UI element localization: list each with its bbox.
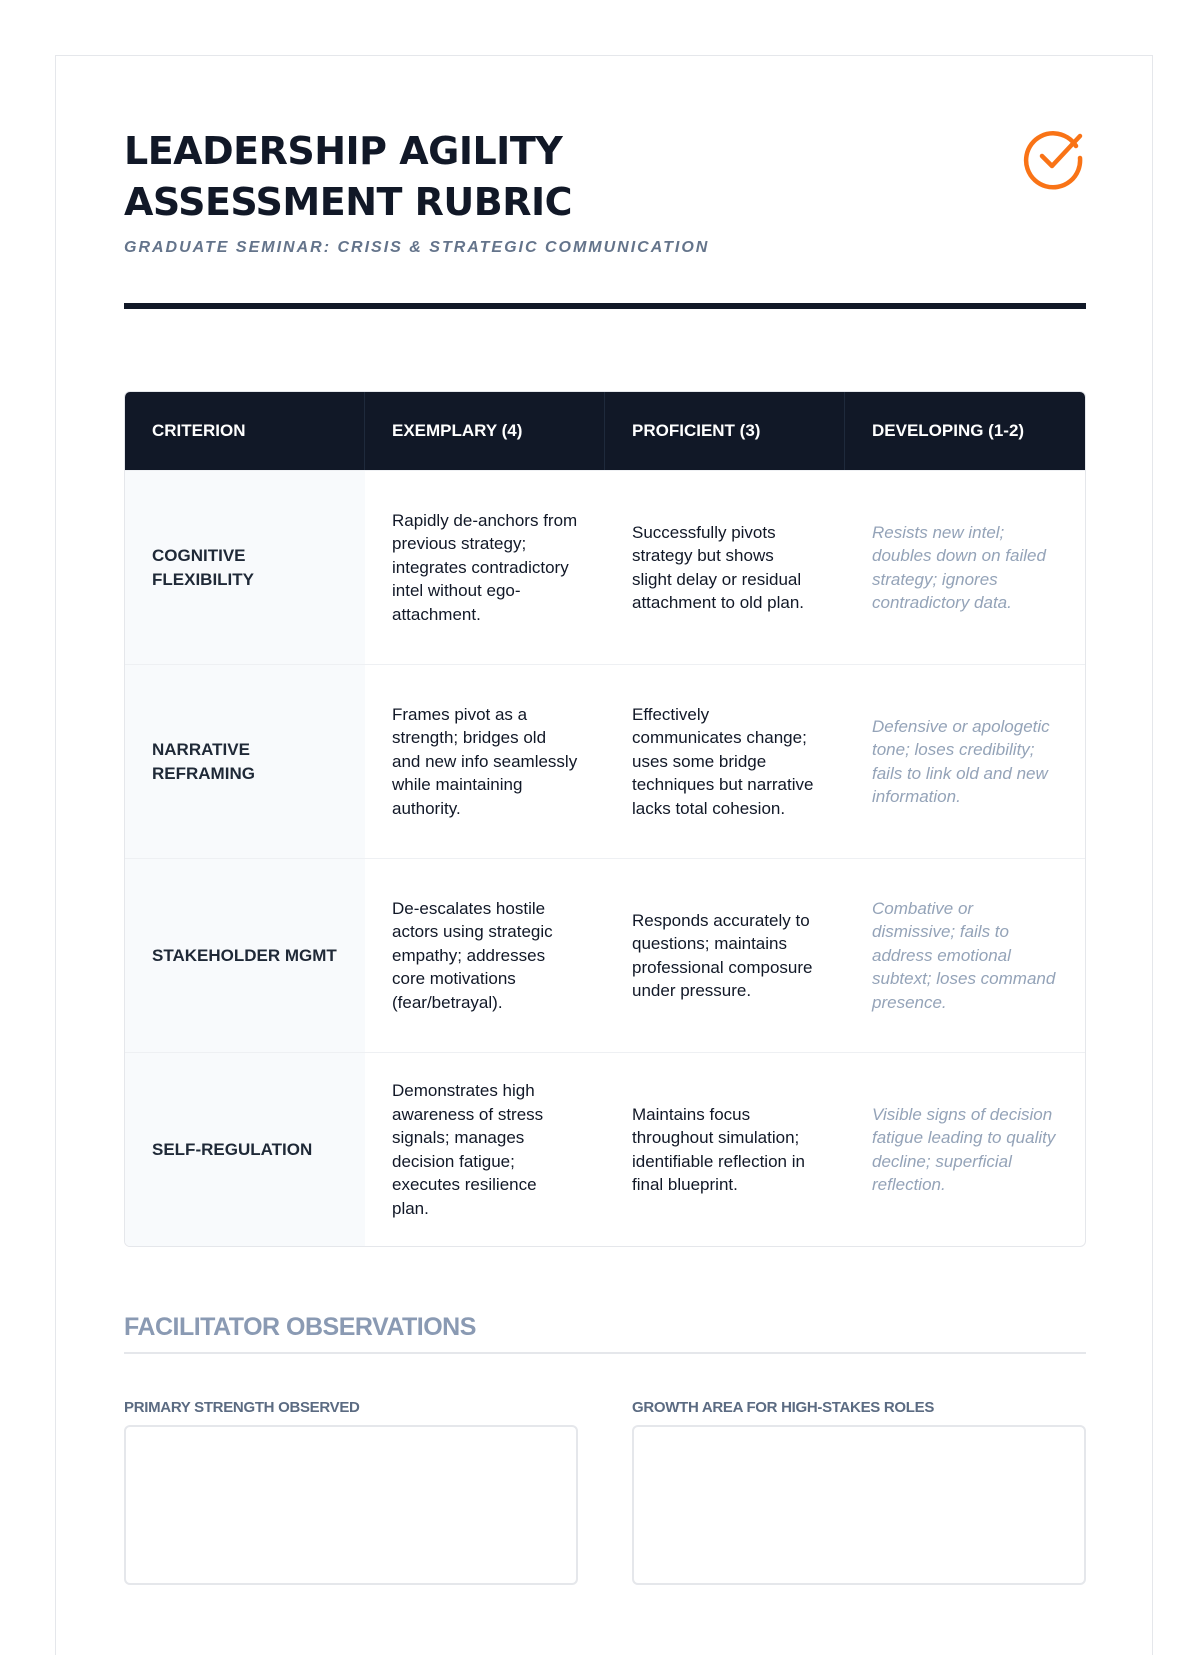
column-header-proficient: PROFICIENT (3) (605, 392, 845, 470)
exemplary-cell: Frames pivot as a strength; bridges old and new info seamlessly while maintaining authority. (365, 664, 605, 858)
header-divider (124, 303, 1086, 309)
growth-area-field[interactable] (632, 1425, 1086, 1585)
criterion-cell: NARRATIVE REFRAMING (125, 664, 365, 858)
exemplary-cell: De-escalates hostile actors using strategic empathy; addresses core motivations (fear/betrayal). (365, 858, 605, 1052)
primary-strength-label: PRIMARY STRENGTH OBSERVED (124, 1399, 360, 1416)
criterion-cell: STAKEHOLDER MGMT (125, 858, 365, 1052)
subtitle: GRADUATE SEMINAR: CRISIS & STRATEGIC COMMUNICATION (124, 239, 710, 256)
developing-cell: Resists new intel; doubles down on failed strategy; ignores contradictory data. (845, 470, 1085, 664)
criterion-cell: SELF-REGULATION (125, 1052, 365, 1246)
table-row (125, 858, 1085, 1052)
growth-area-label: GROWTH AREA FOR HIGH-STAKES ROLES (632, 1399, 935, 1416)
criterion-cell: COGNITIVE FLEXIBILITY (125, 470, 365, 664)
column-header-developing: DEVELOPING (1-2) (845, 392, 1085, 470)
observations-heading: FACILITATOR OBSERVATIONS (124, 1313, 476, 1341)
primary-strength-field[interactable] (124, 1425, 578, 1585)
developing-cell: Visible signs of decision fatigue leading to quality decline; superficial reflection. (845, 1052, 1085, 1246)
title-line-1: LEADERSHIP AGILITY (124, 129, 563, 173)
column-header-exemplary: EXEMPLARY (4) (365, 392, 605, 470)
developing-cell: Combative or dismissive; fails to address emotional subtext; loses command presence. (845, 858, 1085, 1052)
check-circle-icon (1022, 126, 1086, 190)
developing-cell: Defensive or apologetic tone; loses credibility; fails to link old and new information. (845, 664, 1085, 858)
title-line-2: ASSESSMENT RUBRIC (124, 180, 573, 224)
table-row (125, 470, 1085, 664)
page-title (124, 126, 572, 228)
rubric-card (55, 55, 1153, 1655)
proficient-cell: Maintains focus throughout simulation; identifiable reflection in final blueprint. (605, 1052, 845, 1246)
table-header-row (125, 392, 1085, 470)
exemplary-cell: Rapidly de-anchors from previous strategy; integrates contradictory intel without ego-attachment. (365, 470, 605, 664)
rubric-table (124, 391, 1086, 1247)
table-row (125, 664, 1085, 858)
proficient-cell: Responds accurately to questions; maintains professional composure under pressure. (605, 858, 845, 1052)
exemplary-cell: Demonstrates high awareness of stress signals; manages decision fatigue; executes resilience plan. (365, 1052, 605, 1246)
observations-divider (124, 1352, 1086, 1354)
table-row (125, 1052, 1085, 1246)
proficient-cell: Effectively communicates change; uses some bridge techniques but narrative lacks total cohesion. (605, 664, 845, 858)
proficient-cell: Successfully pivots strategy but shows slight delay or residual attachment to old plan. (605, 470, 845, 664)
column-header-criterion: CRITERION (125, 392, 365, 470)
